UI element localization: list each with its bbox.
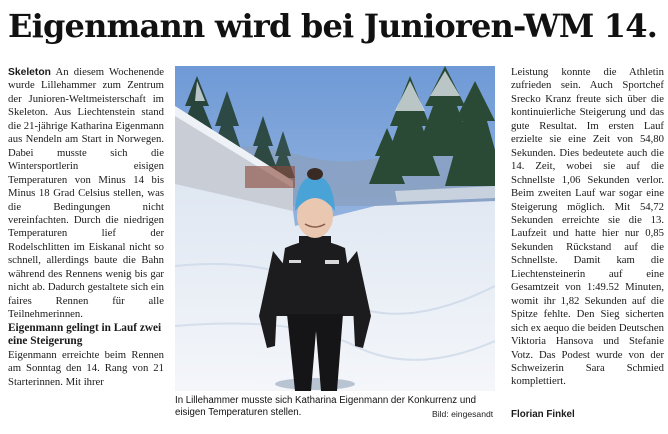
photo-caption: In Lillehammer musste sich Katharina Eigenmann der Konkurrenz und eisigen Temperaturen stellen.: [175, 395, 477, 419]
kicker: Skeleton: [8, 67, 51, 78]
intro-text: An diesem Wochenende wurde Lillehammer zum Zentrum der Junioren-Weltmeisterschaft im Skeleton. Aus Liechtenstein stand die 21-jährige Katharina Eigenmann aus Nendeln am Start in Norwegen. Dabei musste sich die Wintersportlerin eisigen Temperaturen von Minus 14 bis Minus 18 Grad Celsius stellen, was die Bedingungen nicht vereinfachten. Durch die niedrigen Temperaturen lief der Rodelschlitten im Eiskanal nicht so schnell, allerdings baute die Bahn während des Rennens wenig bis gar nicht ab. Dadurch gestaltete sich ein faires Rennen für alle Teilnehmerinnen.: [8, 66, 164, 321]
headline: Eigenmann wird bei Junioren-WM 14.: [8, 7, 658, 45]
photo-credit: Bild: eingesandt: [432, 409, 494, 419]
article-column-right: [511, 66, 664, 389]
article-column-left: [8, 66, 164, 389]
photo-illustration: [175, 66, 495, 391]
right-paragraph: Leistung konnte die Athletin zufrieden sein. Auch Sportchef Srecko Kranz freute sich über die kontinuierliche Steigerung und das gute Resultat. Im ersten Lauf erzielte sie eine Zeit von 54,80 Sekunden. Dies bedeutete auch die 14. Zeit, wobei sie auf die Schnellste 1,06 Sekunden verlor. Beim zweiten Lauf war sogar eine Steigerung möglich. Mit 54,72 Sekunden erreichte sie die 13. Laufzeit und hatte hier nur 0,85 Sekunden Rückstand auf die Schnellste. Damit kam die Liechtensteinerin auf eine Gesamtzeit von 1:49.52 Minuten, womit ihr 1,82 Sekunden auf die Spitze fehlte. Den Sieg sicherten sich ex aequo die beiden Deutschen Viktoria Hansova und Stefanie Votz. Das Podest wurde von der Schweizerin Sara Schmied komplettiert.: [511, 66, 664, 388]
author-byline: Florian Finkel: [511, 409, 575, 420]
article-photo: [175, 66, 495, 391]
subheading: Eigenmann gelingt in Lauf zwei eine Steigerung: [8, 321, 162, 348]
intro-paragraph: [8, 66, 164, 322]
left-tail-paragraph: Eigenmann erreichte beim Rennen am Sonntag den 14. Rang von 21 Starterinnen. Mit ihrer: [8, 348, 164, 388]
